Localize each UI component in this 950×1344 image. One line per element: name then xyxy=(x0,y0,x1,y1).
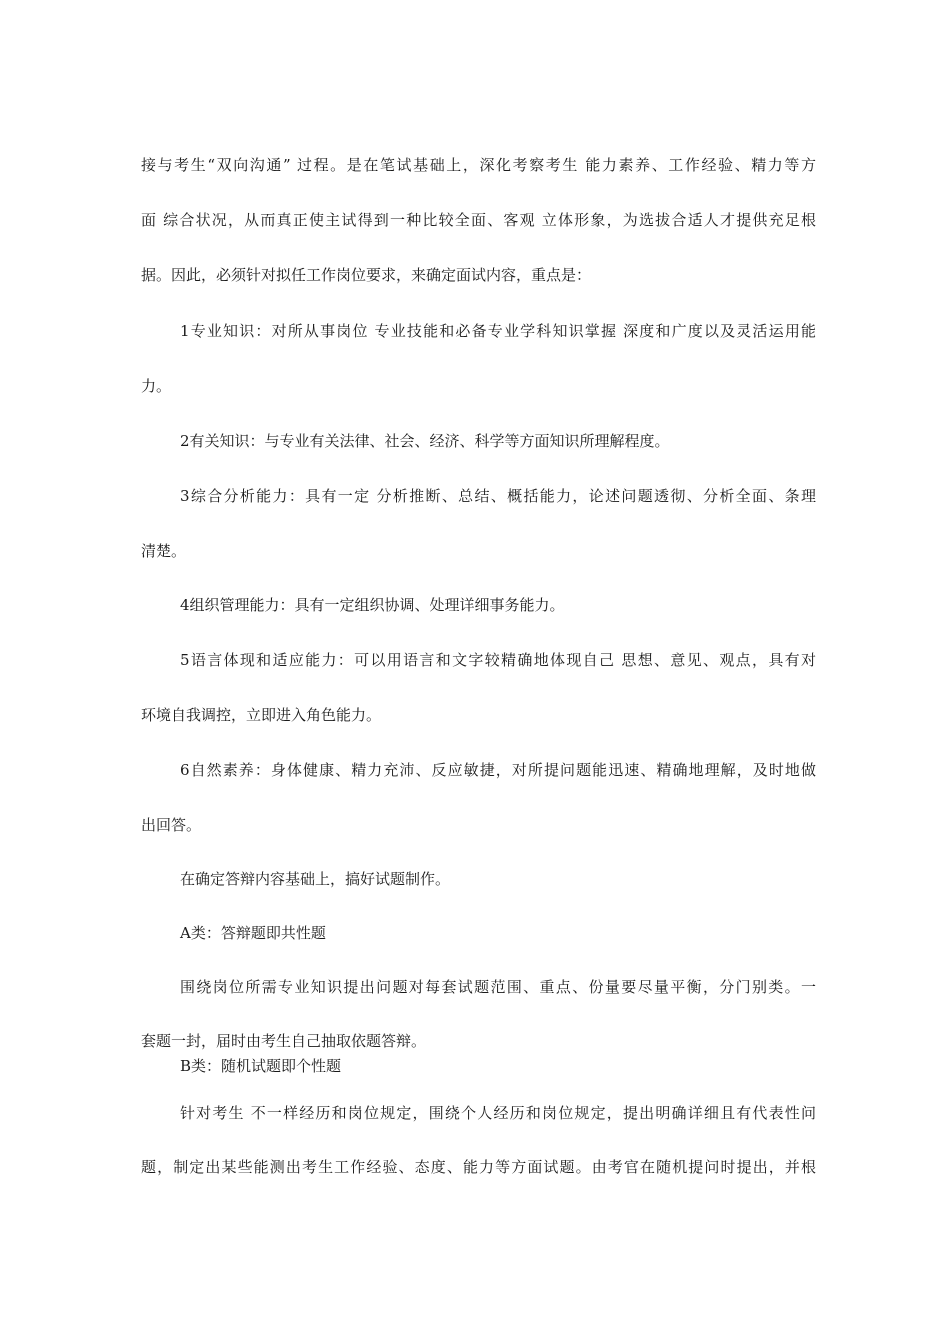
intro-line-2: 面 综合状况，从而真正使主试得到一种比较全面、客观 立体形象，为选拔合适人才提供充足根 xyxy=(141,211,816,229)
prep-paragraph: 在确定答辩内容基础上，搞好试题制作。 xyxy=(180,870,451,888)
item-natural-quality-line-1: 6自然素养：身体健康、精力充沛、反应敏捷，对所提问题能迅速、精确地理解，及时地做 xyxy=(180,761,816,779)
type-b-heading: B类：随机试题即个性题 xyxy=(180,1057,342,1075)
item-language-ability-line-1: 5语言体现和适应能力：可以用语言和文字较精确地体现自己 思想、意见、观点，具有对 xyxy=(180,651,816,669)
type-a-line-2: 套题一封，届时由考生自己抽取依题答辩。 xyxy=(141,1032,427,1050)
intro-line-1: 接与考生“双向沟通” 过程。是在笔试基础上，深化考察考生 能力素养、工作经验、精力等方 xyxy=(141,156,816,174)
item-professional-knowledge-line-2: 力。 xyxy=(141,377,172,395)
type-a-heading: A类：答辩题即共性题 xyxy=(180,924,326,942)
type-b-line-1: 针对考生 不一样经历和岗位规定，围绕个人经历和岗位规定，提出明确详细且有代表性问 xyxy=(180,1104,816,1122)
type-a-line-1: 围绕岗位所需专业知识提出问题对每套试题范围、重点、份量要尽量平衡，分门别类。一 xyxy=(180,978,816,996)
item-related-knowledge: 2有关知识：与专业有关法律、社会、经济、科学等方面知识所理解程度。 xyxy=(180,432,670,450)
item-analysis-ability-line-2: 清楚。 xyxy=(141,542,187,560)
intro-line-3: 据。因此，必须针对拟任工作岗位要求，来确定面试内容，重点是： xyxy=(141,266,592,284)
type-b-line-2: 题，制定出某些能测出考生工作经验、态度、能力等方面试题。由考官在随机提问时提出，并根 xyxy=(141,1158,816,1176)
item-language-ability-line-2: 环境自我调控，立即进入角色能力。 xyxy=(141,706,382,724)
item-management-ability: 4组织管理能力：具有一定组织协调、处理详细事务能力。 xyxy=(180,596,565,614)
item-natural-quality-line-2: 出回答。 xyxy=(141,816,202,834)
item-analysis-ability-line-1: 3综合分析能力：具有一定 分析推断、总结、概括能力，论述问题透彻、分析全面、条理 xyxy=(180,487,816,505)
item-professional-knowledge-line-1: 1专业知识：对所从事岗位 专业技能和必备专业学科知识掌握 深度和广度以及灵活运用能 xyxy=(180,322,816,340)
